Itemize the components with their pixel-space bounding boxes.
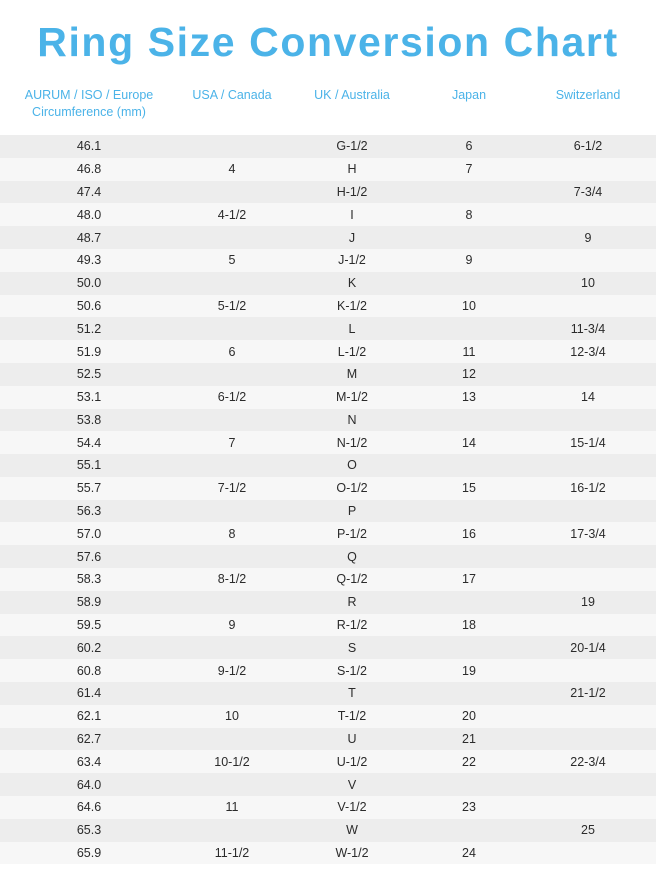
table-row (0, 363, 656, 386)
table-cell: V-1/2 (286, 796, 418, 819)
table-row (0, 522, 656, 545)
table-cell (178, 728, 286, 751)
table-cell: 6-1/2 (178, 386, 286, 409)
table-row (0, 819, 656, 842)
table-row (0, 568, 656, 591)
table-cell: 6 (178, 340, 286, 363)
table-cell: 60.8 (0, 659, 178, 682)
table-cell: 9-1/2 (178, 659, 286, 682)
table-cell: R-1/2 (286, 614, 418, 637)
table-cell (178, 135, 286, 158)
column-header-aurum-iso-europe: AURUM / ISO / Europe Circumference (mm) (0, 77, 178, 135)
table-row (0, 295, 656, 318)
table-cell: 18 (418, 614, 520, 637)
table-cell: G-1/2 (286, 135, 418, 158)
table-row (0, 705, 656, 728)
table-cell: 47.4 (0, 181, 178, 204)
table-cell (178, 591, 286, 614)
table-cell (520, 796, 656, 819)
table-row (0, 340, 656, 363)
table-cell: 9 (178, 614, 286, 637)
table-row (0, 682, 656, 705)
table-row (0, 249, 656, 272)
column-header-uk-australia: UK / Australia (286, 77, 418, 135)
table-row (0, 614, 656, 637)
table-cell: 65.9 (0, 842, 178, 865)
table-cell: M (286, 363, 418, 386)
table-cell (418, 454, 520, 477)
table-cell (178, 409, 286, 432)
table-header-row (0, 77, 656, 135)
table-cell: 10-1/2 (178, 750, 286, 773)
table-cell: 12-3/4 (520, 340, 656, 363)
table-cell: 5 (178, 249, 286, 272)
table-cell: 60.2 (0, 636, 178, 659)
table-row (0, 431, 656, 454)
table-cell (418, 272, 520, 295)
table-cell (178, 363, 286, 386)
table-cell (418, 500, 520, 523)
table-cell: 49.3 (0, 249, 178, 272)
table-cell: 50.0 (0, 272, 178, 295)
table-cell: 48.0 (0, 203, 178, 226)
table-cell (520, 500, 656, 523)
table-cell: 16-1/2 (520, 477, 656, 500)
table-cell: 11 (178, 796, 286, 819)
table-cell (520, 249, 656, 272)
table-cell: 62.1 (0, 705, 178, 728)
table-cell (178, 226, 286, 249)
table-cell: 64.6 (0, 796, 178, 819)
table-cell (520, 295, 656, 318)
table-cell: 14 (418, 431, 520, 454)
table-cell (520, 203, 656, 226)
table-cell: 48.7 (0, 226, 178, 249)
table-cell (178, 500, 286, 523)
table-cell: 53.1 (0, 386, 178, 409)
table-cell: 24 (418, 842, 520, 865)
table-cell: N-1/2 (286, 431, 418, 454)
table-cell (520, 363, 656, 386)
table-cell: 52.5 (0, 363, 178, 386)
table-cell (178, 636, 286, 659)
table-cell: 22 (418, 750, 520, 773)
table-row (0, 203, 656, 226)
table-cell: 19 (520, 591, 656, 614)
table-cell: Q (286, 545, 418, 568)
table-cell: 19 (418, 659, 520, 682)
table-cell (418, 409, 520, 432)
table-cell (418, 636, 520, 659)
table-cell: 7 (178, 431, 286, 454)
table-cell: 9 (418, 249, 520, 272)
table-cell: O (286, 454, 418, 477)
table-row (0, 842, 656, 865)
table-cell (418, 181, 520, 204)
table-cell: J (286, 226, 418, 249)
table-cell: L (286, 317, 418, 340)
table-row (0, 135, 656, 158)
table-cell: 7 (418, 158, 520, 181)
table-cell: 55.7 (0, 477, 178, 500)
table-cell (520, 705, 656, 728)
table-cell: 21-1/2 (520, 682, 656, 705)
table-cell: 22-3/4 (520, 750, 656, 773)
table-cell: 21 (418, 728, 520, 751)
table-row (0, 750, 656, 773)
table-cell (520, 568, 656, 591)
table-cell: 53.8 (0, 409, 178, 432)
table-cell (520, 773, 656, 796)
table-row (0, 226, 656, 249)
table-cell: 12 (418, 363, 520, 386)
table-cell: K (286, 272, 418, 295)
table-cell: O-1/2 (286, 477, 418, 500)
table-row (0, 477, 656, 500)
table-cell (178, 545, 286, 568)
table-cell: R (286, 591, 418, 614)
table-cell: 50.6 (0, 295, 178, 318)
table-row (0, 796, 656, 819)
table-cell: H (286, 158, 418, 181)
table-cell (520, 728, 656, 751)
table-cell (418, 226, 520, 249)
table-cell: W-1/2 (286, 842, 418, 865)
table-cell (418, 682, 520, 705)
table-cell: J-1/2 (286, 249, 418, 272)
table-cell: W (286, 819, 418, 842)
table-cell (520, 659, 656, 682)
table-cell (178, 454, 286, 477)
table-cell: 64.0 (0, 773, 178, 796)
table-cell: 54.4 (0, 431, 178, 454)
table-cell: 25 (520, 819, 656, 842)
table-row (0, 317, 656, 340)
table-row (0, 659, 656, 682)
table-cell (178, 819, 286, 842)
table-cell: 20-1/4 (520, 636, 656, 659)
table-cell: I (286, 203, 418, 226)
table-cell (520, 409, 656, 432)
table-cell: U (286, 728, 418, 751)
table-row (0, 636, 656, 659)
table-cell: 11-1/2 (178, 842, 286, 865)
table-cell (520, 158, 656, 181)
table-cell: 7-3/4 (520, 181, 656, 204)
table-cell: 63.4 (0, 750, 178, 773)
column-header-switzerland: Switzerland (520, 77, 656, 135)
table-cell: M-1/2 (286, 386, 418, 409)
table-cell: 13 (418, 386, 520, 409)
table-row (0, 728, 656, 751)
table-cell: 65.3 (0, 819, 178, 842)
table-cell (178, 317, 286, 340)
table-cell: 7-1/2 (178, 477, 286, 500)
table-row (0, 386, 656, 409)
table-cell: 51.2 (0, 317, 178, 340)
table-cell: 46.8 (0, 158, 178, 181)
table-cell: L-1/2 (286, 340, 418, 363)
table-cell (178, 682, 286, 705)
table-cell: V (286, 773, 418, 796)
table-body (0, 135, 656, 865)
table-cell: 59.5 (0, 614, 178, 637)
table-cell: P (286, 500, 418, 523)
table-cell: 20 (418, 705, 520, 728)
table-cell: S-1/2 (286, 659, 418, 682)
table-row (0, 158, 656, 181)
table-cell (418, 591, 520, 614)
table-cell: 10 (520, 272, 656, 295)
table-cell: 57.0 (0, 522, 178, 545)
table-row (0, 272, 656, 295)
table-cell: Q-1/2 (286, 568, 418, 591)
table-cell: 8 (418, 203, 520, 226)
table-cell: 55.1 (0, 454, 178, 477)
table-row (0, 454, 656, 477)
table-cell (418, 773, 520, 796)
table-cell: 15-1/4 (520, 431, 656, 454)
table-cell: 57.6 (0, 545, 178, 568)
table-cell: 51.9 (0, 340, 178, 363)
table-row (0, 773, 656, 796)
table-cell: 4-1/2 (178, 203, 286, 226)
table-cell: 11 (418, 340, 520, 363)
table-cell: 17 (418, 568, 520, 591)
table-cell: 8 (178, 522, 286, 545)
table-cell: 58.3 (0, 568, 178, 591)
table-cell: 4 (178, 158, 286, 181)
table-cell: 10 (418, 295, 520, 318)
table-cell (418, 545, 520, 568)
table-cell: 8-1/2 (178, 568, 286, 591)
table-cell: 9 (520, 226, 656, 249)
table-cell (178, 773, 286, 796)
table-cell: U-1/2 (286, 750, 418, 773)
conversion-table (0, 77, 656, 864)
table-cell (520, 454, 656, 477)
table-cell: 61.4 (0, 682, 178, 705)
table-cell: 6 (418, 135, 520, 158)
table-cell (178, 272, 286, 295)
table-cell: S (286, 636, 418, 659)
table-cell: 23 (418, 796, 520, 819)
table-cell: 16 (418, 522, 520, 545)
table-cell: 5-1/2 (178, 295, 286, 318)
table-cell (178, 181, 286, 204)
table-cell: 46.1 (0, 135, 178, 158)
column-header-usa-canada: USA / Canada (178, 77, 286, 135)
table-cell: 14 (520, 386, 656, 409)
table-cell: 58.9 (0, 591, 178, 614)
table-cell: T-1/2 (286, 705, 418, 728)
table-cell (520, 842, 656, 865)
table-row (0, 545, 656, 568)
table-cell: H-1/2 (286, 181, 418, 204)
table-row (0, 591, 656, 614)
table-row (0, 409, 656, 432)
table-cell: 6-1/2 (520, 135, 656, 158)
table-cell: T (286, 682, 418, 705)
table-cell: 56.3 (0, 500, 178, 523)
table-cell (418, 819, 520, 842)
table-cell: 10 (178, 705, 286, 728)
table-header (0, 77, 656, 135)
table-cell: 62.7 (0, 728, 178, 751)
table-cell: 11-3/4 (520, 317, 656, 340)
table-cell: N (286, 409, 418, 432)
table-cell: 17-3/4 (520, 522, 656, 545)
column-header-japan: Japan (418, 77, 520, 135)
table-row (0, 500, 656, 523)
table-row (0, 181, 656, 204)
table-cell (520, 614, 656, 637)
table-cell: P-1/2 (286, 522, 418, 545)
page-title: Ring Size Conversion Chart (37, 19, 619, 65)
table-cell (418, 317, 520, 340)
table-cell (520, 545, 656, 568)
table-cell: K-1/2 (286, 295, 418, 318)
table-cell: 15 (418, 477, 520, 500)
